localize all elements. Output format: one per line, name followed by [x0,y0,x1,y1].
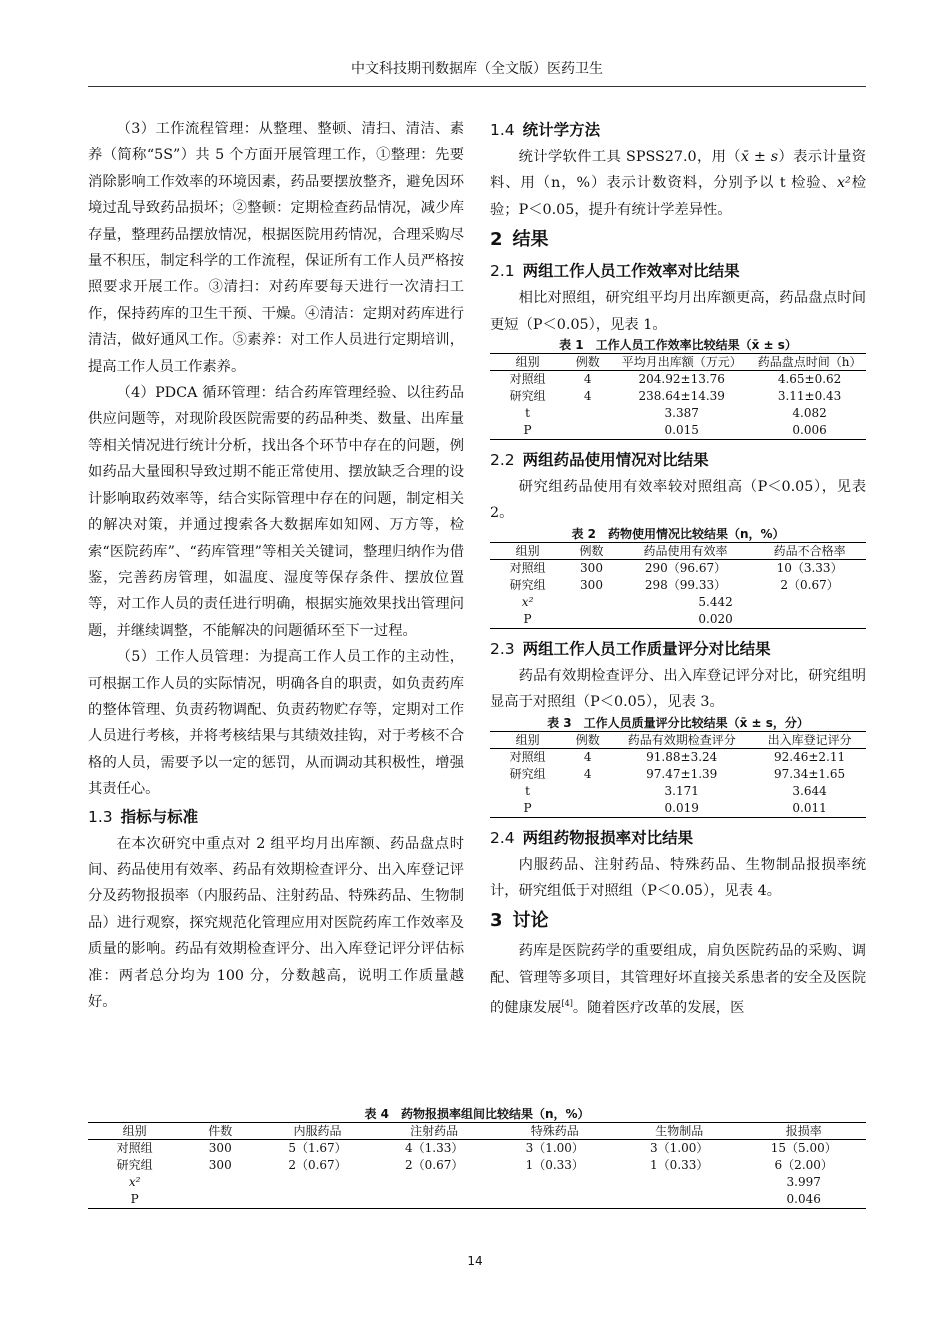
paragraph-pdca: （4）PDCA 循环管理：结合药库管理经验、以往药品供应问题等，对现阶段医院需要的药品种类、数量、出库量等相关情况进行统计分析，找出各个环节中存在的问题，例如药品大量囤积导致过期不能正常使用、摆放缺乏合理的设计影响取药效率等，结合实际管理中存在的问题，制定相关的解决对策，并通过搜索各大数据库如知网、万方等，检索“医院药库”、“药库管理”等相关关键词，整理归纳作为借鉴，完善药房管理，如温度、湿度等保存条件、摆放位置等，对工作人员的责任进行明确，根据实施效果找出管理问题，并继续调整，不能解决的问题循环至下一过程。 [88,385,464,639]
section-2-4-heading: 2.4 两组药物报损率对比结果 [490,828,694,847]
paragraph-2-2: 研究组药品使用有效率较对照组高（P＜0.05），见表 2。 [490,479,866,522]
section-2-1-heading: 2.1 两组工作人员工作效率对比结果 [490,262,740,281]
table-row: P 0.020 [490,611,866,629]
header-rule [88,86,866,87]
table2-header: 药品不合格率 [753,542,866,559]
table-row: P 0.046 [88,1191,866,1209]
table-row: 对照组 300 5（1.67） 4（1.33） 3（1.00） 3（1.00） 15（5.00） [116,1141,837,1155]
table-row: x² 5.442 [521,594,733,609]
table1-caption: 表 1 工作人员工作效率比较结果（x̄ ± s） [559,338,797,353]
paragraph-discussion: 药库是医院药学的重要组成，肩负医院药品的采购、调配、管理等多项目，其管理好坏直接关系患者的安全及医院的健康发展[4]。随着医疗改革的发展，医 [490,943,866,1017]
paragraph-2-4: 内服药品、注射药品、特殊药品、生物制品报损率统计，研究组低于对照组（P＜0.05），见表 4。 [490,856,866,900]
table4-header: 特殊药品 [493,1123,617,1140]
table-row: 研究组 300 2（0.67） 2（0.67） 1（0.33） 1（0.33） 6（2.00） [116,1158,833,1172]
table2-header: 例数 [565,542,618,559]
table1-header: 药品盘点时间（h） [753,354,866,371]
table4-caption: 表 4 药物报损率组间比较结果（n，%） [364,1107,590,1121]
table-row: t 3.387 4.082 [525,406,827,421]
table-row: 对照组 4 204.92±13.76 4.65±0.62 [509,372,842,387]
table-row: P 0.019 0.011 [490,800,866,818]
table3-header: 药品有效期检查评分 [610,731,753,748]
right-column [490,116,866,1021]
paragraph-indicators: 在本次研究中重点对 2 组平均月出库额、药品盘点时间、药品使用有效率、药品有效期检查评分、出入库登记评分及药物报损率（内服药品、注射药品、特殊药品、生物制品）进行观察，探究规范化管理应用对医院药库工作效率及质量的影响。药品有效期检查评分、出入库登记评分评估标准：两者总分均为 100 分，分数越高，说明工作质量越好。 [88,835,464,1010]
paragraph-workflow: （3）工作流程管理：从整理、整顿、清扫、清洁、素养（简称“5S”）共 5 个方面开展管理工作，①整理：先要消除影响工作效率的环境因素，药品要摆放整齐，避免因环境过乱导致药品损坏；②整顿：定期检查药品情况，减少库存量，整理药品摆放情况，根据医院用药情况，合理采购尽量不积压，制定科学的工作流程，保证所有工作人员严格按照要求开展工作。③清扫：对药库要每天进行一次清扫工作，保持药库的卫生干预、干燥。④清洁：定期对药库进行清洁，做好通风工作。⑤素养：对工作人员进行定期培训，提高工作人员工作素养。 [88,121,464,375]
table2 [490,542,866,629]
table4-header: 内服药品 [259,1123,376,1140]
table4-header: 注射药品 [376,1123,493,1140]
section-1-4-heading: 1.4 统计学方法 [490,121,601,139]
table2-header: 组别 [490,542,565,559]
paragraph-staff: （5）工作人员管理：为提高工作人员工作的主动性，可根据工作人员的实际情况，明确各自的职责，如负责药库的整体管理、负责药物调配、负责药物贮存等，定期对工作人员进行考核，并将考核结果与其绩效挂钩，对于考核不合格的人员，需要予以一定的惩罚，从而调动其积极性，增强其责任心。 [88,649,464,798]
table1 [490,353,866,440]
paragraph-statistics: 统计学软件工具 SPSS27.0，用（x̄ ± s）表示计量资料、用（n，%）表示计数资料，分别予以 t 检验、x²检验；P＜0.05，提升有统计学差异性。 [490,149,867,218]
table4-header: 报损率 [741,1123,866,1140]
table3-header: 组别 [490,731,565,748]
table2-caption: 表 2 药物使用情况比较结果（n，%） [571,526,785,541]
table3-caption: 表 3 工作人员质量评分比较结果（x̄ ± s，分） [547,715,809,730]
table4-header: 件数 [181,1123,259,1140]
section-1-3-heading: 1.3 指标与标准 [88,807,199,826]
section-2-3-heading: 2.3 两组工作人员工作质量评分对比结果 [490,639,771,658]
page-number: 14 [467,1254,483,1268]
table-row: 研究组 4 238.64±14.39 3.11±0.43 [509,389,842,404]
table-row: x² 3.997 [128,1175,821,1189]
section-2-heading: 2 结果 [490,229,549,251]
table2-header: 药品使用有效率 [618,542,753,559]
table1-header: 例数 [565,354,610,371]
section-2-2-heading: 2.2 两组药品使用情况对比结果 [490,451,709,470]
left-column [88,116,464,1015]
paragraph-2-3: 药品有效期检查评分、出入库登记评分对比，研究组明显高于对照组（P＜0.05），见表 3。 [490,667,866,711]
table-row: 研究组 300 298（99.33） 2（0.67） [509,577,839,592]
table3-header: 例数 [565,731,610,748]
paragraph-2-1: 相比对照组，研究组平均月出库额更高，药品盘点时间更短（P＜0.05），见表 1。 [490,290,866,333]
table-row: 研究组 4 97.47±1.39 97.34±1.65 [509,766,846,781]
table1-header: 组别 [490,354,565,371]
table1-header: 平均月出库额（万元） [610,354,753,371]
table4-header: 组别 [88,1123,181,1140]
table-row: t 3.171 3.644 [525,783,827,798]
table3-header: 出入库登记评分 [753,731,866,748]
table3 [490,731,866,818]
running-header: 中文科技期刊数据库（全文版）医药卫生 [351,61,603,77]
table4-block [88,1107,866,1209]
table-row: P 0.015 0.006 [490,422,866,440]
table4-header: 生物制品 [617,1123,741,1140]
table4 [88,1122,866,1209]
section-3-heading: 3 讨论 [490,910,549,932]
table-row: 对照组 4 91.88±3.24 92.46±2.11 [509,749,846,764]
table-row: 对照组 300 290（96.67） 10（3.33） [509,560,843,575]
citation-ref: [4] [561,999,573,1009]
